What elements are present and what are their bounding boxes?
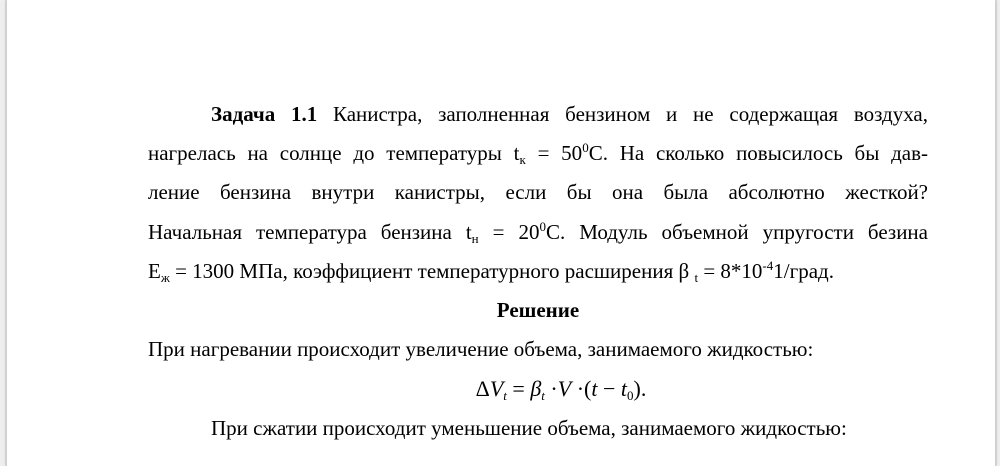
subscript: н	[471, 230, 479, 246]
formula-part: ·	[571, 376, 585, 402]
problem-text: нагрелась на солнце до температуры t	[148, 141, 520, 166]
superscript: -4	[762, 257, 774, 273]
solution-line-1: При нагревании происходит увеличение объема, занимаемого жидкостью:	[148, 337, 814, 362]
problem-line-1	[148, 95, 928, 134]
superscript: 0	[582, 140, 589, 156]
formula-subscript: t	[541, 388, 545, 404]
problem-text: 1/град.	[773, 258, 834, 283]
problem-text: С. На сколько повысилось бы дав-	[588, 141, 929, 166]
problem-text: Е	[148, 258, 161, 283]
formula-part: V	[557, 376, 572, 402]
volume-change-formula	[148, 369, 928, 408]
formula-part: Δ	[475, 376, 490, 402]
formula-part: =	[506, 376, 531, 402]
formula-part: V	[489, 376, 504, 402]
solution-line-2: При сжатии происходит уменьшение объема, занимаемого жидкостью:	[211, 415, 847, 440]
formula-part: ·	[544, 376, 558, 402]
problem-label: Задача 1.1	[211, 102, 318, 126]
document-page	[6, 0, 996, 466]
formula-subscript: t	[503, 388, 507, 404]
problem-line-3	[148, 173, 928, 212]
problem-line-5	[148, 252, 928, 291]
subscript: t	[694, 269, 699, 285]
subscript: ж	[160, 269, 170, 285]
subscript: к	[519, 152, 526, 168]
problem-text: = 8*10	[698, 258, 763, 283]
problem-text: = 20	[478, 219, 540, 244]
problem-line-2	[148, 134, 928, 173]
solution-heading: Решение	[496, 298, 580, 323]
formula-part: −	[597, 376, 621, 402]
problem-text: = 1300 МПа, коэффициент температурного расширения β	[169, 258, 695, 283]
formula-part: )	[633, 376, 641, 402]
problem-line-4	[148, 213, 928, 252]
formula-part: (	[584, 376, 592, 402]
problem-text: = 50	[525, 141, 583, 166]
formula-part: .	[640, 376, 647, 402]
problem-text: ление бензина внутри канистры, если бы она была абсолютно жесткой?	[148, 180, 928, 205]
formula-part: β	[530, 376, 542, 402]
problem-text: Канистра, заполненная бензином и не содержащая воздуха,	[317, 102, 928, 126]
document-content	[148, 95, 928, 448]
formula-part: t	[591, 376, 598, 402]
problem-text: С. Модуль объемной упругости безина	[545, 219, 928, 244]
problem-text: Начальная температура бензина t	[148, 219, 472, 244]
formula-part: t	[620, 376, 628, 402]
formula-subscript: 0	[627, 388, 634, 404]
superscript: 0	[539, 218, 546, 234]
